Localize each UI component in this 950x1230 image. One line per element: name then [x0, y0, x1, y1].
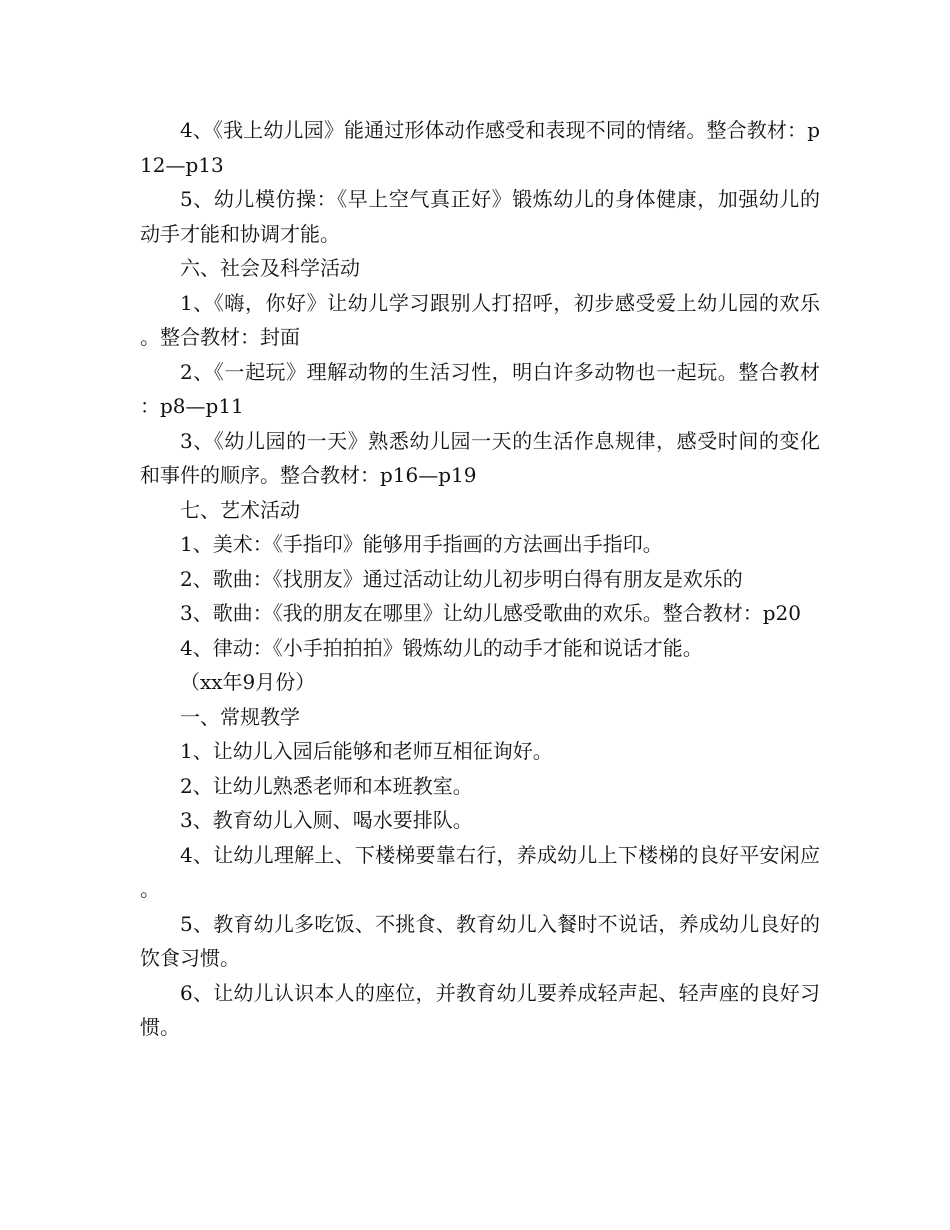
paragraph-item-2-play-together: 2、《一起玩》理解动物的生活习性，明白许多动物也一起玩。整合教材：p8—p11 [140, 359, 820, 418]
month-label: （xx年9月份） [180, 670, 316, 694]
paragraph-item-6-seat: 6、让幼儿认识本人的座位，并教育幼儿要养成轻声起、轻声座的良好习惯。 [140, 980, 820, 1039]
paragraph-item-1-fingerprint: 1、美术：《手指印》能够用手指画的方法画出手指印。 [180, 532, 663, 556]
section-heading-art: 七、艺术活动 [180, 497, 300, 522]
paragraph-item-1-greeting: 1、让幼儿入园后能够和老师互相征询好。 [180, 739, 553, 763]
paragraph-item-3-where-friend: 3、歌曲：《我的朋友在哪里》让幼儿感受歌曲的欢乐。整合教材：p20 [180, 601, 801, 625]
paragraph-item-2-classroom: 2、让幼儿熟悉老师和本班教室。 [180, 773, 473, 798]
paragraph-item-1-hello: 1、《嗨，你好》让幼儿学习跟别人打招呼，初步感受爱上幼儿园的欢乐。整合教材：封面 [140, 290, 820, 349]
document-body [140, 113, 820, 1045]
section-heading-routine: 一、常规教学 [180, 704, 300, 729]
paragraph-item-4-clap-hands: 4、律动：《小手拍拍拍》锻炼幼儿的动手才能和说话才能。 [180, 635, 703, 660]
paragraph-item-4-stairs: 4、让幼儿理解上、下楼梯要靠右行，养成幼儿上下楼梯的良好平安闲应。 [140, 842, 820, 901]
paragraph-item-3-queue: 3、教育幼儿入厕、喝水要排队。 [180, 808, 473, 832]
paragraph-item-5-exercise: 5、幼儿模仿操：《早上空气真正好》锻炼幼儿的身体健康，加强幼儿的动手才能和协调才能。 [140, 187, 820, 246]
paragraph-item-2-find-friends: 2、歌曲：《找朋友》通过活动让幼儿初步明白得有朋友是欢乐的 [180, 566, 743, 591]
paragraph-item-3-kindergarten-day: 3、《幼儿园的一天》熟悉幼儿园一天的生活作息规律，感受时间的变化和事件的顺序。整合教材：p16—p19 [140, 428, 820, 487]
section-heading-social-science: 六、社会及科学活动 [180, 256, 360, 280]
paragraph-item-5-eating: 5、教育幼儿多吃饭、不挑食、教育幼儿入餐时不说话，养成幼儿良好的饮食习惯。 [140, 911, 820, 970]
paragraph-item-4-emotions: 4、《我上幼儿园》能通过形体动作感受和表现不同的情绪。整合教材：p12—p13 [140, 118, 820, 177]
